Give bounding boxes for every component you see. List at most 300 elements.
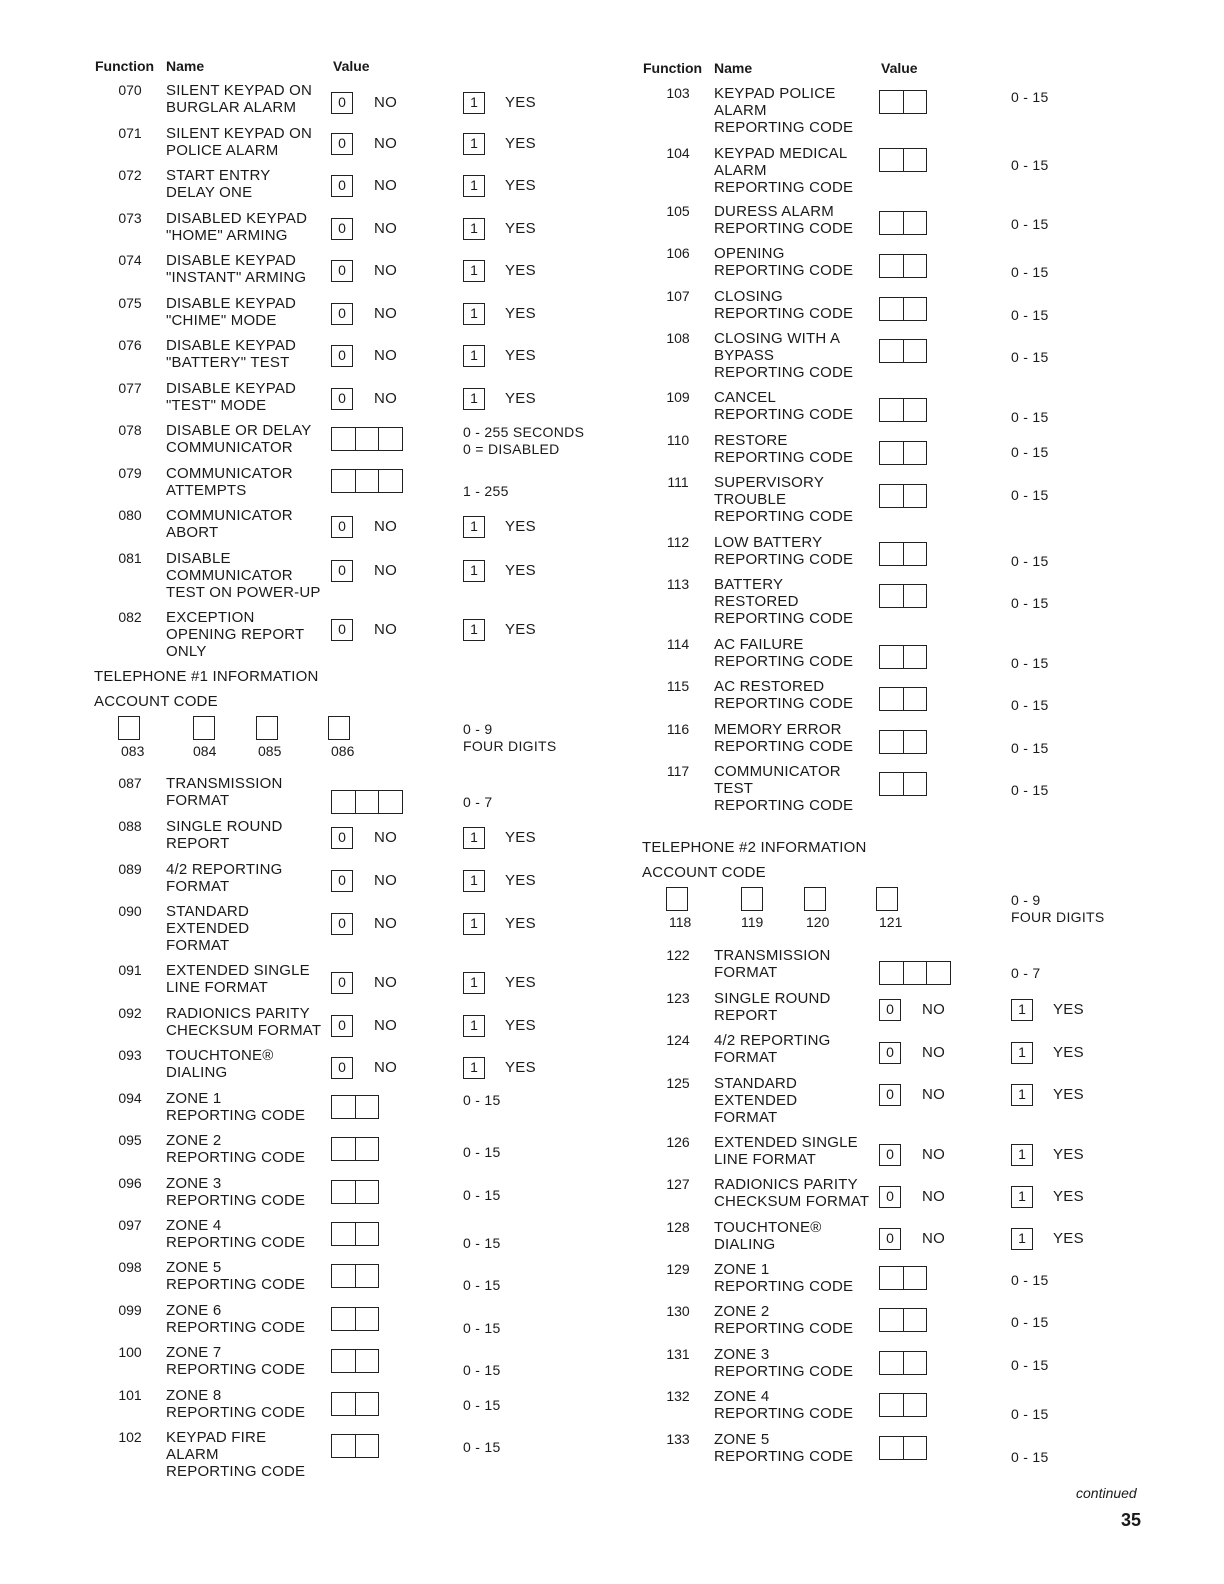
fn-116-code-box-cell xyxy=(880,731,904,753)
fn-124-name: 4/2 REPORTING FORMAT xyxy=(714,1032,831,1066)
fn-104-range: 0 - 15 xyxy=(1011,157,1049,173)
fn-132-code-box-cell xyxy=(904,1394,927,1416)
fn-092-yes-label: YES xyxy=(505,1017,536,1034)
function-header: Function xyxy=(95,58,155,74)
fn-098-code-box-cell xyxy=(332,1265,356,1287)
fn-093-no-label: NO xyxy=(374,1059,398,1076)
fn-078-value-box-cell xyxy=(332,428,356,450)
fn-102-function-number: 102 xyxy=(118,1429,142,1445)
fn-124-yes-checkbox[interactable]: 1 xyxy=(1011,1042,1033,1064)
fn-111-code-box-cell xyxy=(880,485,904,507)
fn-109-name: CANCEL REPORTING CODE xyxy=(714,389,854,423)
fn-110-name: RESTORE REPORTING CODE xyxy=(714,432,854,466)
fn-131-code-box[interactable] xyxy=(879,1351,927,1375)
fn-110-range: 0 - 15 xyxy=(1011,444,1049,460)
fn-128-yes-checkbox[interactable]: 1 xyxy=(1011,1228,1033,1250)
fn-116-name: MEMORY ERROR REPORTING CODE xyxy=(714,721,854,755)
fn-128-yes-label: YES xyxy=(1053,1230,1084,1247)
fn-098-function-number: 098 xyxy=(118,1259,142,1275)
fn-113-code-box-cell xyxy=(904,585,927,607)
fn-095-code-box[interactable] xyxy=(331,1137,379,1161)
fn-101-range: 0 - 15 xyxy=(463,1397,501,1413)
fn-073-no-checkbox[interactable]: 0 xyxy=(331,218,353,240)
fn-122-value-box-cell xyxy=(880,962,904,984)
fn-073-name: DISABLED KEYPAD "HOME" ARMING xyxy=(166,210,308,244)
fn-101-code-box[interactable] xyxy=(331,1392,379,1416)
fn-096-code-box-cell xyxy=(332,1181,356,1203)
tel2-range: 0 - 9 FOUR DIGITS xyxy=(1011,892,1105,925)
fn-106-code-box-cell xyxy=(904,255,927,277)
page-number: 35 xyxy=(1121,1510,1142,1530)
fn-089-yes-checkbox[interactable]: 1 xyxy=(463,870,485,892)
fn-088-no-label: NO xyxy=(374,829,398,846)
fn-130-range: 0 - 15 xyxy=(1011,1314,1049,1330)
fn-095-code-box-cell xyxy=(332,1138,356,1160)
fn-122-name: TRANSMISSION FORMAT xyxy=(714,947,831,981)
fn-070-no-label: NO xyxy=(374,94,398,111)
fn-075-function-number: 075 xyxy=(118,295,142,311)
fn-126-name: EXTENDED SINGLE LINE FORMAT xyxy=(714,1134,858,1168)
fn-087-function-number: 087 xyxy=(118,775,142,791)
fn-111-function-number: 111 xyxy=(667,474,689,490)
fn-073-function-number: 073 xyxy=(118,210,142,226)
fn-076-yes-checkbox[interactable]: 1 xyxy=(463,345,485,367)
fn-082-function-number: 082 xyxy=(118,609,142,625)
fn-128-no-label: NO xyxy=(922,1230,946,1247)
fn-079-value-box-cell xyxy=(379,470,402,492)
fn-082-name: EXCEPTION OPENING REPORT ONLY xyxy=(166,609,305,660)
fn-127-yes-checkbox[interactable]: 1 xyxy=(1011,1186,1033,1208)
fn-077-no-checkbox[interactable]: 0 xyxy=(331,388,353,410)
tel1-account-code-label: ACCOUNT CODE xyxy=(94,693,218,710)
fn-094-code-box[interactable] xyxy=(331,1095,379,1119)
fn-092-yes-checkbox[interactable]: 1 xyxy=(463,1015,485,1037)
fn-105-function-number: 105 xyxy=(666,203,690,219)
fn-103-code-box-cell xyxy=(904,91,927,113)
fn-108-range: 0 - 15 xyxy=(1011,349,1049,365)
fn-090-name: STANDARD EXTENDED FORMAT xyxy=(166,903,250,954)
fn-104-code-box-cell xyxy=(904,149,927,171)
fn-104-name: KEYPAD MEDICAL ALARM REPORTING CODE xyxy=(714,145,854,196)
fn-081-no-label: NO xyxy=(374,562,398,579)
fn-114-code-box[interactable] xyxy=(879,645,927,669)
fn-088-yes-checkbox[interactable]: 1 xyxy=(463,827,485,849)
tel1-digit-box[interactable] xyxy=(328,716,350,740)
fn-132-code-box-cell xyxy=(880,1394,904,1416)
fn-093-name: TOUCHTONE® DIALING xyxy=(166,1047,274,1081)
tel1-digit-box[interactable] xyxy=(118,716,140,740)
fn-112-code-box-cell xyxy=(904,543,927,565)
fn-097-code-box-cell xyxy=(332,1223,356,1245)
fn-074-function-number: 074 xyxy=(118,252,142,268)
fn-074-yes-label: YES xyxy=(505,262,536,279)
fn-070-yes-checkbox[interactable]: 1 xyxy=(463,92,485,114)
fn-102-range: 0 - 15 xyxy=(463,1439,501,1455)
fn-080-function-number: 080 xyxy=(118,507,142,523)
fn-093-yes-label: YES xyxy=(505,1059,536,1076)
fn-117-code-box-cell xyxy=(904,773,927,795)
fn-102-code-box[interactable] xyxy=(331,1434,379,1458)
fn-095-range: 0 - 15 xyxy=(463,1144,501,1160)
fn-123-yes-checkbox[interactable]: 1 xyxy=(1011,999,1033,1021)
fn-100-function-number: 100 xyxy=(118,1344,142,1360)
value-header: Value xyxy=(333,58,370,74)
fn-114-code-box-cell xyxy=(904,646,927,668)
fn-099-code-box-cell xyxy=(332,1308,356,1330)
fn-096-range: 0 - 15 xyxy=(463,1187,501,1203)
fn-088-no-checkbox[interactable]: 0 xyxy=(331,827,353,849)
fn-133-code-box-cell xyxy=(880,1437,904,1459)
fn-106-range: 0 - 15 xyxy=(1011,264,1049,280)
fn-125-no-checkbox[interactable]: 0 xyxy=(879,1084,901,1106)
fn-097-range: 0 - 15 xyxy=(463,1235,501,1251)
fn-099-range: 0 - 15 xyxy=(463,1320,501,1336)
fn-123-no-checkbox[interactable]: 0 xyxy=(879,999,901,1021)
fn-098-code-box-cell xyxy=(356,1265,379,1287)
fn-107-code-box-cell xyxy=(880,298,904,320)
fn-094-code-box-cell xyxy=(356,1096,379,1118)
fn-109-function-number: 109 xyxy=(666,389,690,405)
fn-127-no-label: NO xyxy=(922,1188,946,1205)
tel2-digit-box[interactable] xyxy=(741,887,763,911)
fn-126-yes-checkbox[interactable]: 1 xyxy=(1011,1144,1033,1166)
fn-125-yes-label: YES xyxy=(1053,1086,1084,1103)
fn-079-function-number: 079 xyxy=(118,465,142,481)
tel2-digit-label: 119 xyxy=(741,914,764,930)
fn-122-value-box[interactable] xyxy=(879,961,951,985)
fn-100-code-box[interactable] xyxy=(331,1349,379,1373)
fn-113-code-box[interactable] xyxy=(879,584,927,608)
fn-102-code-box-cell xyxy=(332,1435,356,1457)
fn-111-range: 0 - 15 xyxy=(1011,487,1049,503)
fn-080-no-checkbox[interactable]: 0 xyxy=(331,516,353,538)
fn-125-yes-checkbox[interactable]: 1 xyxy=(1011,1084,1033,1106)
fn-115-function-number: 115 xyxy=(666,678,690,694)
fn-115-range: 0 - 15 xyxy=(1011,697,1049,713)
fn-115-code-box-cell xyxy=(904,688,927,710)
fn-101-name: ZONE 8 REPORTING CODE xyxy=(166,1387,306,1421)
fn-091-yes-checkbox[interactable]: 1 xyxy=(463,972,485,994)
tel2-digit-label: 120 xyxy=(806,914,830,930)
fn-080-yes-checkbox[interactable]: 1 xyxy=(463,516,485,538)
fn-102-name: KEYPAD FIRE ALARM REPORTING CODE xyxy=(166,1429,306,1480)
fn-098-range: 0 - 15 xyxy=(463,1277,501,1293)
fn-082-yes-label: YES xyxy=(505,621,536,638)
fn-129-code-box[interactable] xyxy=(879,1266,927,1290)
fn-075-name: DISABLE KEYPAD "CHIME" MODE xyxy=(166,295,297,329)
fn-111-name: SUPERVISORY TROUBLE REPORTING CODE xyxy=(714,474,854,525)
fn-092-function-number: 092 xyxy=(118,1005,142,1021)
fn-071-no-checkbox[interactable]: 0 xyxy=(331,133,353,155)
fn-130-function-number: 130 xyxy=(666,1303,690,1319)
fn-097-function-number: 097 xyxy=(118,1217,142,1233)
fn-098-code-box[interactable] xyxy=(331,1264,379,1288)
fn-097-code-box[interactable] xyxy=(331,1222,379,1246)
fn-131-function-number: 131 xyxy=(666,1346,690,1362)
fn-077-yes-checkbox[interactable]: 1 xyxy=(463,388,485,410)
fn-090-no-checkbox[interactable]: 0 xyxy=(331,913,353,935)
tel1-digit-box[interactable] xyxy=(193,716,215,740)
fn-132-name: ZONE 4 REPORTING CODE xyxy=(714,1388,854,1422)
fn-081-no-checkbox[interactable]: 0 xyxy=(331,560,353,582)
fn-096-name: ZONE 3 REPORTING CODE xyxy=(166,1175,306,1209)
fn-074-yes-checkbox[interactable]: 1 xyxy=(463,260,485,282)
fn-081-yes-checkbox[interactable]: 1 xyxy=(463,560,485,582)
fn-099-name: ZONE 6 REPORTING CODE xyxy=(166,1302,306,1336)
fn-109-code-box-cell xyxy=(904,399,927,421)
fn-111-code-box[interactable] xyxy=(879,484,927,508)
fn-096-code-box-cell xyxy=(356,1181,379,1203)
fn-105-code-box[interactable] xyxy=(879,211,927,235)
fn-132-code-box[interactable] xyxy=(879,1393,927,1417)
fn-088-name: SINGLE ROUND REPORT xyxy=(166,818,283,852)
fn-122-value-box-cell xyxy=(904,962,928,984)
fn-072-yes-label: YES xyxy=(505,177,536,194)
fn-087-value-box-cell xyxy=(356,791,380,813)
tel1-digit-box[interactable] xyxy=(256,716,278,740)
fn-108-name: CLOSING WITH A BYPASS REPORTING CODE xyxy=(714,330,854,381)
fn-110-code-box-cell xyxy=(880,442,904,464)
fn-094-code-box-cell xyxy=(332,1096,356,1118)
fn-072-no-label: NO xyxy=(374,177,398,194)
tel2-digit-box[interactable] xyxy=(804,887,826,911)
fn-124-no-checkbox[interactable]: 0 xyxy=(879,1042,901,1064)
fn-081-yes-label: YES xyxy=(505,562,536,579)
fn-133-function-number: 133 xyxy=(666,1431,690,1447)
fn-129-name: ZONE 1 REPORTING CODE xyxy=(714,1261,854,1295)
fn-101-code-box-cell xyxy=(356,1393,379,1415)
fn-090-no-label: NO xyxy=(374,915,398,932)
fn-124-function-number: 124 xyxy=(666,1032,690,1048)
name-header: Name xyxy=(166,58,205,74)
fn-129-code-box-cell xyxy=(880,1267,904,1289)
fn-077-no-label: NO xyxy=(374,390,398,407)
fn-078-function-number: 078 xyxy=(118,422,142,438)
fn-074-no-checkbox[interactable]: 0 xyxy=(331,260,353,282)
fn-112-function-number: 112 xyxy=(666,534,690,550)
fn-127-yes-label: YES xyxy=(1053,1188,1084,1205)
fn-128-name: TOUCHTONE® DIALING xyxy=(714,1219,822,1253)
fn-130-code-box[interactable] xyxy=(879,1308,927,1332)
fn-115-code-box[interactable] xyxy=(879,687,927,711)
fn-103-function-number: 103 xyxy=(666,85,690,101)
fn-070-no-checkbox[interactable]: 0 xyxy=(331,92,353,114)
fn-079-value-box[interactable] xyxy=(331,469,403,493)
fn-133-range: 0 - 15 xyxy=(1011,1449,1049,1465)
fn-104-code-box-cell xyxy=(880,149,904,171)
fn-079-value-box-cell xyxy=(332,470,356,492)
fn-088-yes-label: YES xyxy=(505,829,536,846)
fn-095-function-number: 095 xyxy=(118,1132,142,1148)
fn-093-yes-checkbox[interactable]: 1 xyxy=(463,1057,485,1079)
fn-107-name: CLOSING REPORTING CODE xyxy=(714,288,854,322)
fn-099-code-box-cell xyxy=(356,1308,379,1330)
fn-103-code-box[interactable] xyxy=(879,90,927,114)
fn-094-name: ZONE 1 REPORTING CODE xyxy=(166,1090,306,1124)
fn-091-yes-label: YES xyxy=(505,974,536,991)
fn-080-yes-label: YES xyxy=(505,518,536,535)
fn-071-name: SILENT KEYPAD ON POLICE ALARM xyxy=(166,125,313,159)
fn-126-function-number: 126 xyxy=(666,1134,690,1150)
fn-097-code-box-cell xyxy=(356,1223,379,1245)
tel1-digit-label: 085 xyxy=(258,743,282,759)
tel1-range: 0 - 9 FOUR DIGITS xyxy=(463,721,557,754)
fn-076-name: DISABLE KEYPAD "BATTERY" TEST xyxy=(166,337,297,371)
fn-130-code-box-cell xyxy=(880,1309,904,1331)
fn-123-function-number: 123 xyxy=(666,990,690,1006)
fn-108-code-box-cell xyxy=(904,340,927,362)
fn-127-name: RADIONICS PARITY CHECKSUM FORMAT xyxy=(714,1176,870,1210)
fn-107-code-box-cell xyxy=(904,298,927,320)
fn-107-function-number: 107 xyxy=(666,288,690,304)
fn-071-yes-label: YES xyxy=(505,135,536,152)
fn-094-function-number: 094 xyxy=(118,1090,142,1106)
fn-117-code-box-cell xyxy=(880,773,904,795)
fn-126-no-checkbox[interactable]: 0 xyxy=(879,1144,901,1166)
fn-106-code-box[interactable] xyxy=(879,254,927,278)
fn-105-code-box-cell xyxy=(880,212,904,234)
fn-133-name: ZONE 5 REPORTING CODE xyxy=(714,1431,854,1465)
fn-112-code-box[interactable] xyxy=(879,542,927,566)
fn-106-code-box-cell xyxy=(880,255,904,277)
fn-093-function-number: 093 xyxy=(118,1047,142,1063)
tel2-digit-box[interactable] xyxy=(666,887,688,911)
fn-110-code-box[interactable] xyxy=(879,441,927,465)
fn-116-range: 0 - 15 xyxy=(1011,740,1049,756)
fn-093-no-checkbox[interactable]: 0 xyxy=(331,1057,353,1079)
fn-070-function-number: 070 xyxy=(118,82,142,98)
fn-090-yes-label: YES xyxy=(505,915,536,932)
fn-080-no-label: NO xyxy=(374,518,398,535)
tel1-title: TELEPHONE #1 INFORMATION xyxy=(94,668,319,685)
fn-127-no-checkbox[interactable]: 0 xyxy=(879,1186,901,1208)
fn-125-function-number: 125 xyxy=(666,1075,690,1091)
fn-132-range: 0 - 15 xyxy=(1011,1406,1049,1422)
fn-091-name: EXTENDED SINGLE LINE FORMAT xyxy=(166,962,310,996)
fn-076-no-checkbox[interactable]: 0 xyxy=(331,345,353,367)
fn-123-no-label: NO xyxy=(922,1001,946,1018)
fn-123-name: SINGLE ROUND REPORT xyxy=(714,990,831,1024)
fn-089-name: 4/2 REPORTING FORMAT xyxy=(166,861,283,895)
fn-089-yes-label: YES xyxy=(505,872,536,889)
fn-078-value-box[interactable] xyxy=(331,427,403,451)
fn-091-no-checkbox[interactable]: 0 xyxy=(331,972,353,994)
value-header: Value xyxy=(881,60,918,76)
fn-109-code-box[interactable] xyxy=(879,398,927,422)
fn-117-range: 0 - 15 xyxy=(1011,782,1049,798)
fn-074-no-label: NO xyxy=(374,262,398,279)
fn-091-function-number: 091 xyxy=(118,962,142,978)
fn-077-yes-label: YES xyxy=(505,390,536,407)
fn-072-no-checkbox[interactable]: 0 xyxy=(331,175,353,197)
fn-078-value-box-cell xyxy=(356,428,380,450)
fn-133-code-box-cell xyxy=(904,1437,927,1459)
fn-082-no-label: NO xyxy=(374,621,398,638)
tel2-digit-label: 121 xyxy=(879,914,903,930)
fn-090-yes-checkbox[interactable]: 1 xyxy=(463,913,485,935)
fn-107-range: 0 - 15 xyxy=(1011,307,1049,323)
fn-078-value-box-cell xyxy=(379,428,402,450)
fn-122-function-number: 122 xyxy=(666,947,690,963)
fn-089-no-checkbox[interactable]: 0 xyxy=(331,870,353,892)
fn-114-range: 0 - 15 xyxy=(1011,655,1049,671)
fn-082-yes-checkbox[interactable]: 1 xyxy=(463,619,485,641)
fn-127-function-number: 127 xyxy=(666,1176,690,1192)
fn-075-yes-label: YES xyxy=(505,305,536,322)
fn-075-yes-checkbox[interactable]: 1 xyxy=(463,303,485,325)
fn-076-function-number: 076 xyxy=(118,337,142,353)
fn-070-name: SILENT KEYPAD ON BURGLAR ALARM xyxy=(166,82,313,116)
fn-113-range: 0 - 15 xyxy=(1011,595,1049,611)
fn-111-code-box-cell xyxy=(904,485,927,507)
fn-091-no-label: NO xyxy=(374,974,398,991)
fn-123-yes-label: YES xyxy=(1053,1001,1084,1018)
fn-105-range: 0 - 15 xyxy=(1011,216,1049,232)
fn-073-yes-label: YES xyxy=(505,220,536,237)
fn-097-name: ZONE 4 REPORTING CODE xyxy=(166,1217,306,1251)
fn-087-value-box-cell xyxy=(379,791,402,813)
fn-075-no-checkbox[interactable]: 0 xyxy=(331,303,353,325)
fn-074-name: DISABLE KEYPAD "INSTANT" ARMING xyxy=(166,252,307,286)
continued-note: continued xyxy=(1076,1485,1137,1501)
fn-099-code-box[interactable] xyxy=(331,1307,379,1331)
fn-112-code-box-cell xyxy=(880,543,904,565)
fn-072-yes-checkbox[interactable]: 1 xyxy=(463,175,485,197)
fn-070-yes-label: YES xyxy=(505,94,536,111)
fn-078-range: 0 - 255 SECONDS 0 = DISABLED xyxy=(463,424,585,457)
fn-088-function-number: 088 xyxy=(118,818,142,834)
fn-106-function-number: 106 xyxy=(666,245,690,261)
fn-133-code-box[interactable] xyxy=(879,1436,927,1460)
fn-130-name: ZONE 2 REPORTING CODE xyxy=(714,1303,854,1337)
fn-107-code-box[interactable] xyxy=(879,297,927,321)
fn-087-range: 0 - 7 xyxy=(463,794,493,810)
tel2-account-code-label: ACCOUNT CODE xyxy=(642,864,766,881)
tel2-digit-box[interactable] xyxy=(876,887,898,911)
fn-116-code-box[interactable] xyxy=(879,730,927,754)
fn-114-function-number: 114 xyxy=(666,636,690,652)
fn-129-function-number: 129 xyxy=(666,1261,690,1277)
fn-098-name: ZONE 5 REPORTING CODE xyxy=(166,1259,306,1293)
fn-092-no-checkbox[interactable]: 0 xyxy=(331,1015,353,1037)
fn-122-range: 0 - 7 xyxy=(1011,965,1041,981)
fn-110-code-box-cell xyxy=(904,442,927,464)
fn-128-no-checkbox[interactable]: 0 xyxy=(879,1228,901,1250)
fn-104-code-box[interactable] xyxy=(879,148,927,172)
fn-087-value-box-cell xyxy=(332,791,356,813)
fn-071-yes-checkbox[interactable]: 1 xyxy=(463,133,485,155)
fn-124-no-label: NO xyxy=(922,1044,946,1061)
fn-116-code-box-cell xyxy=(904,731,927,753)
fn-096-code-box[interactable] xyxy=(331,1180,379,1204)
fn-082-no-checkbox[interactable]: 0 xyxy=(331,619,353,641)
fn-090-function-number: 090 xyxy=(118,903,142,919)
fn-087-value-box[interactable] xyxy=(331,790,403,814)
fn-080-name: COMMUNICATOR ABORT xyxy=(166,507,293,541)
tel1-digit-label: 086 xyxy=(331,743,355,759)
fn-114-name: AC FAILURE REPORTING CODE xyxy=(714,636,854,670)
tel1-digit-label: 084 xyxy=(193,743,217,759)
fn-108-code-box[interactable] xyxy=(879,339,927,363)
fn-079-range: 1 - 255 xyxy=(463,483,509,499)
fn-109-range: 0 - 15 xyxy=(1011,409,1049,425)
fn-125-name: STANDARD EXTENDED FORMAT xyxy=(714,1075,798,1126)
fn-131-code-box-cell xyxy=(880,1352,904,1374)
fn-076-no-label: NO xyxy=(374,347,398,364)
fn-117-code-box[interactable] xyxy=(879,772,927,796)
fn-073-yes-checkbox[interactable]: 1 xyxy=(463,218,485,240)
fn-089-function-number: 089 xyxy=(118,861,142,877)
